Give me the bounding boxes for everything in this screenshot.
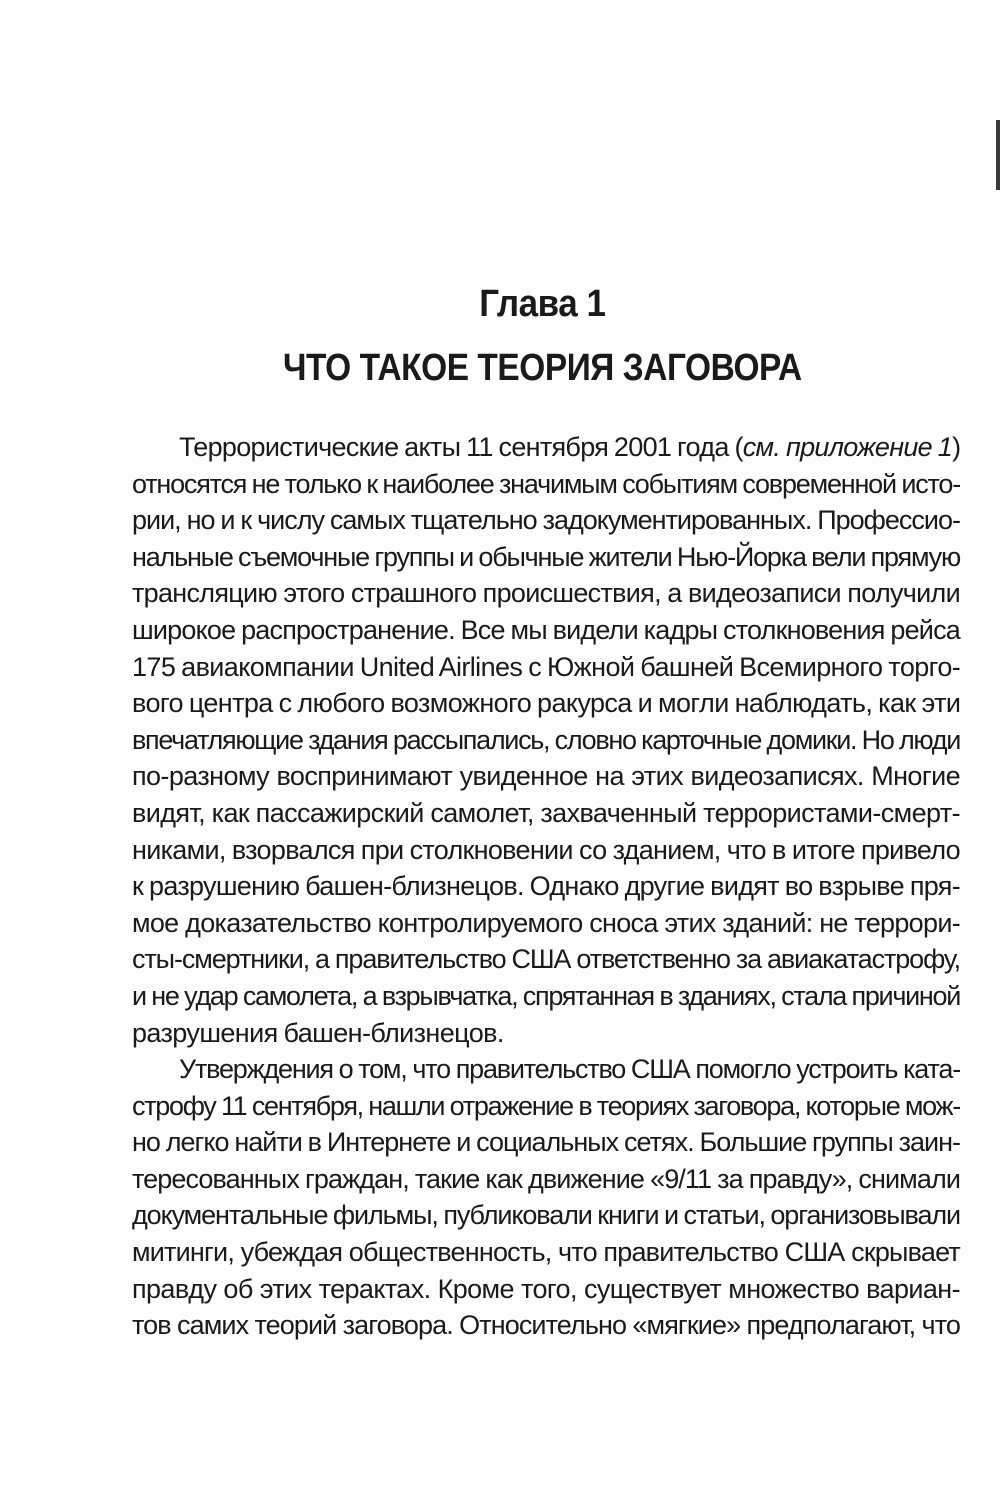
text-line: широкое распространение. Все мы видели кадры столкновения рейса — [132, 614, 960, 645]
text-line: мое доказательство контролируемого сноса этих зданий: не террори- — [132, 907, 960, 938]
chapter-title: ЧТО ТАКОЕ ТЕОРИЯ ЗАГОВОРА — [282, 347, 802, 389]
text-line: к разрушению башен-близнецов. Однако другие видят во взрыве пря- — [132, 871, 960, 902]
text-fragment: ) — [952, 432, 961, 462]
text-line: документальные фильмы, публиковали книги и статьи, организовывали — [132, 1200, 960, 1231]
text-line: по-разному воспринимают увиденное на этих видеозаписях. Многие — [132, 761, 960, 792]
body-text — [132, 429, 960, 1344]
text-line: сты-смертники, а правительство США ответственно за авиакатастрофу, — [132, 944, 960, 975]
text-line: трансляцию этого страшного происшествия, а видеозаписи получили — [132, 578, 960, 609]
text-line: правду об этих терактах. Кроме того, существует множество вариан- — [132, 1273, 960, 1304]
text-line: митинги, убеждая общественность, что правительство США скрывает — [132, 1237, 960, 1268]
text-line: относятся не только к наиболее значимым событиям современной исто- — [132, 468, 960, 499]
text-line: рии, но и к числу самых тщательно задокументированных. Профессио- — [132, 505, 960, 536]
text-line: Утверждения о том, что правительство США помогло устроить ката- — [179, 1054, 960, 1085]
text-line: строфу 11 сентября, нашли отражение в теориях заговора, которые мож- — [132, 1090, 960, 1121]
text-line: тересованных граждан, такие как движение «9/11 за правду», снимали — [132, 1163, 960, 1194]
text-line: никами, взорвался при столкновении со зданием, что в итоге привело — [132, 834, 960, 865]
text-line: вого центра с любого возможного ракурса и могли наблюдать, как эти — [132, 688, 961, 719]
text-line: тов самих теорий заговора. Относительно «мягкие» предполагают, что — [132, 1310, 960, 1341]
text-line: разрушения башен-близнецов. — [132, 1017, 504, 1048]
text-line — [132, 429, 960, 466]
text-line: но легко найти в Интернете и социальных сетях. Большие группы заин- — [132, 1127, 960, 1158]
text-fragment: Террористические акты 11 сентября 2001 года ( — [179, 432, 743, 462]
cross-reference: см. приложение 1 — [742, 432, 953, 462]
text-line: нальные съемочные группы и обычные жители Нью-Йорка вели прямую — [132, 541, 960, 572]
chapter-number: Глава 1 — [479, 283, 606, 325]
page-edge-mark — [996, 120, 1000, 190]
text-line: 175 авиакомпании United Airlines с Южной башней Всемирного торго- — [132, 651, 961, 682]
text-line: видят, как пассажирский самолет, захваченный террористами-смерт- — [132, 797, 960, 828]
text-line: и не удар самолета, а взрывчатка, спрятанная в зданиях, стала причиной — [132, 980, 960, 1011]
text-line: впечатляющие здания рассыпались, словно карточные домики. Но люди — [132, 724, 960, 755]
